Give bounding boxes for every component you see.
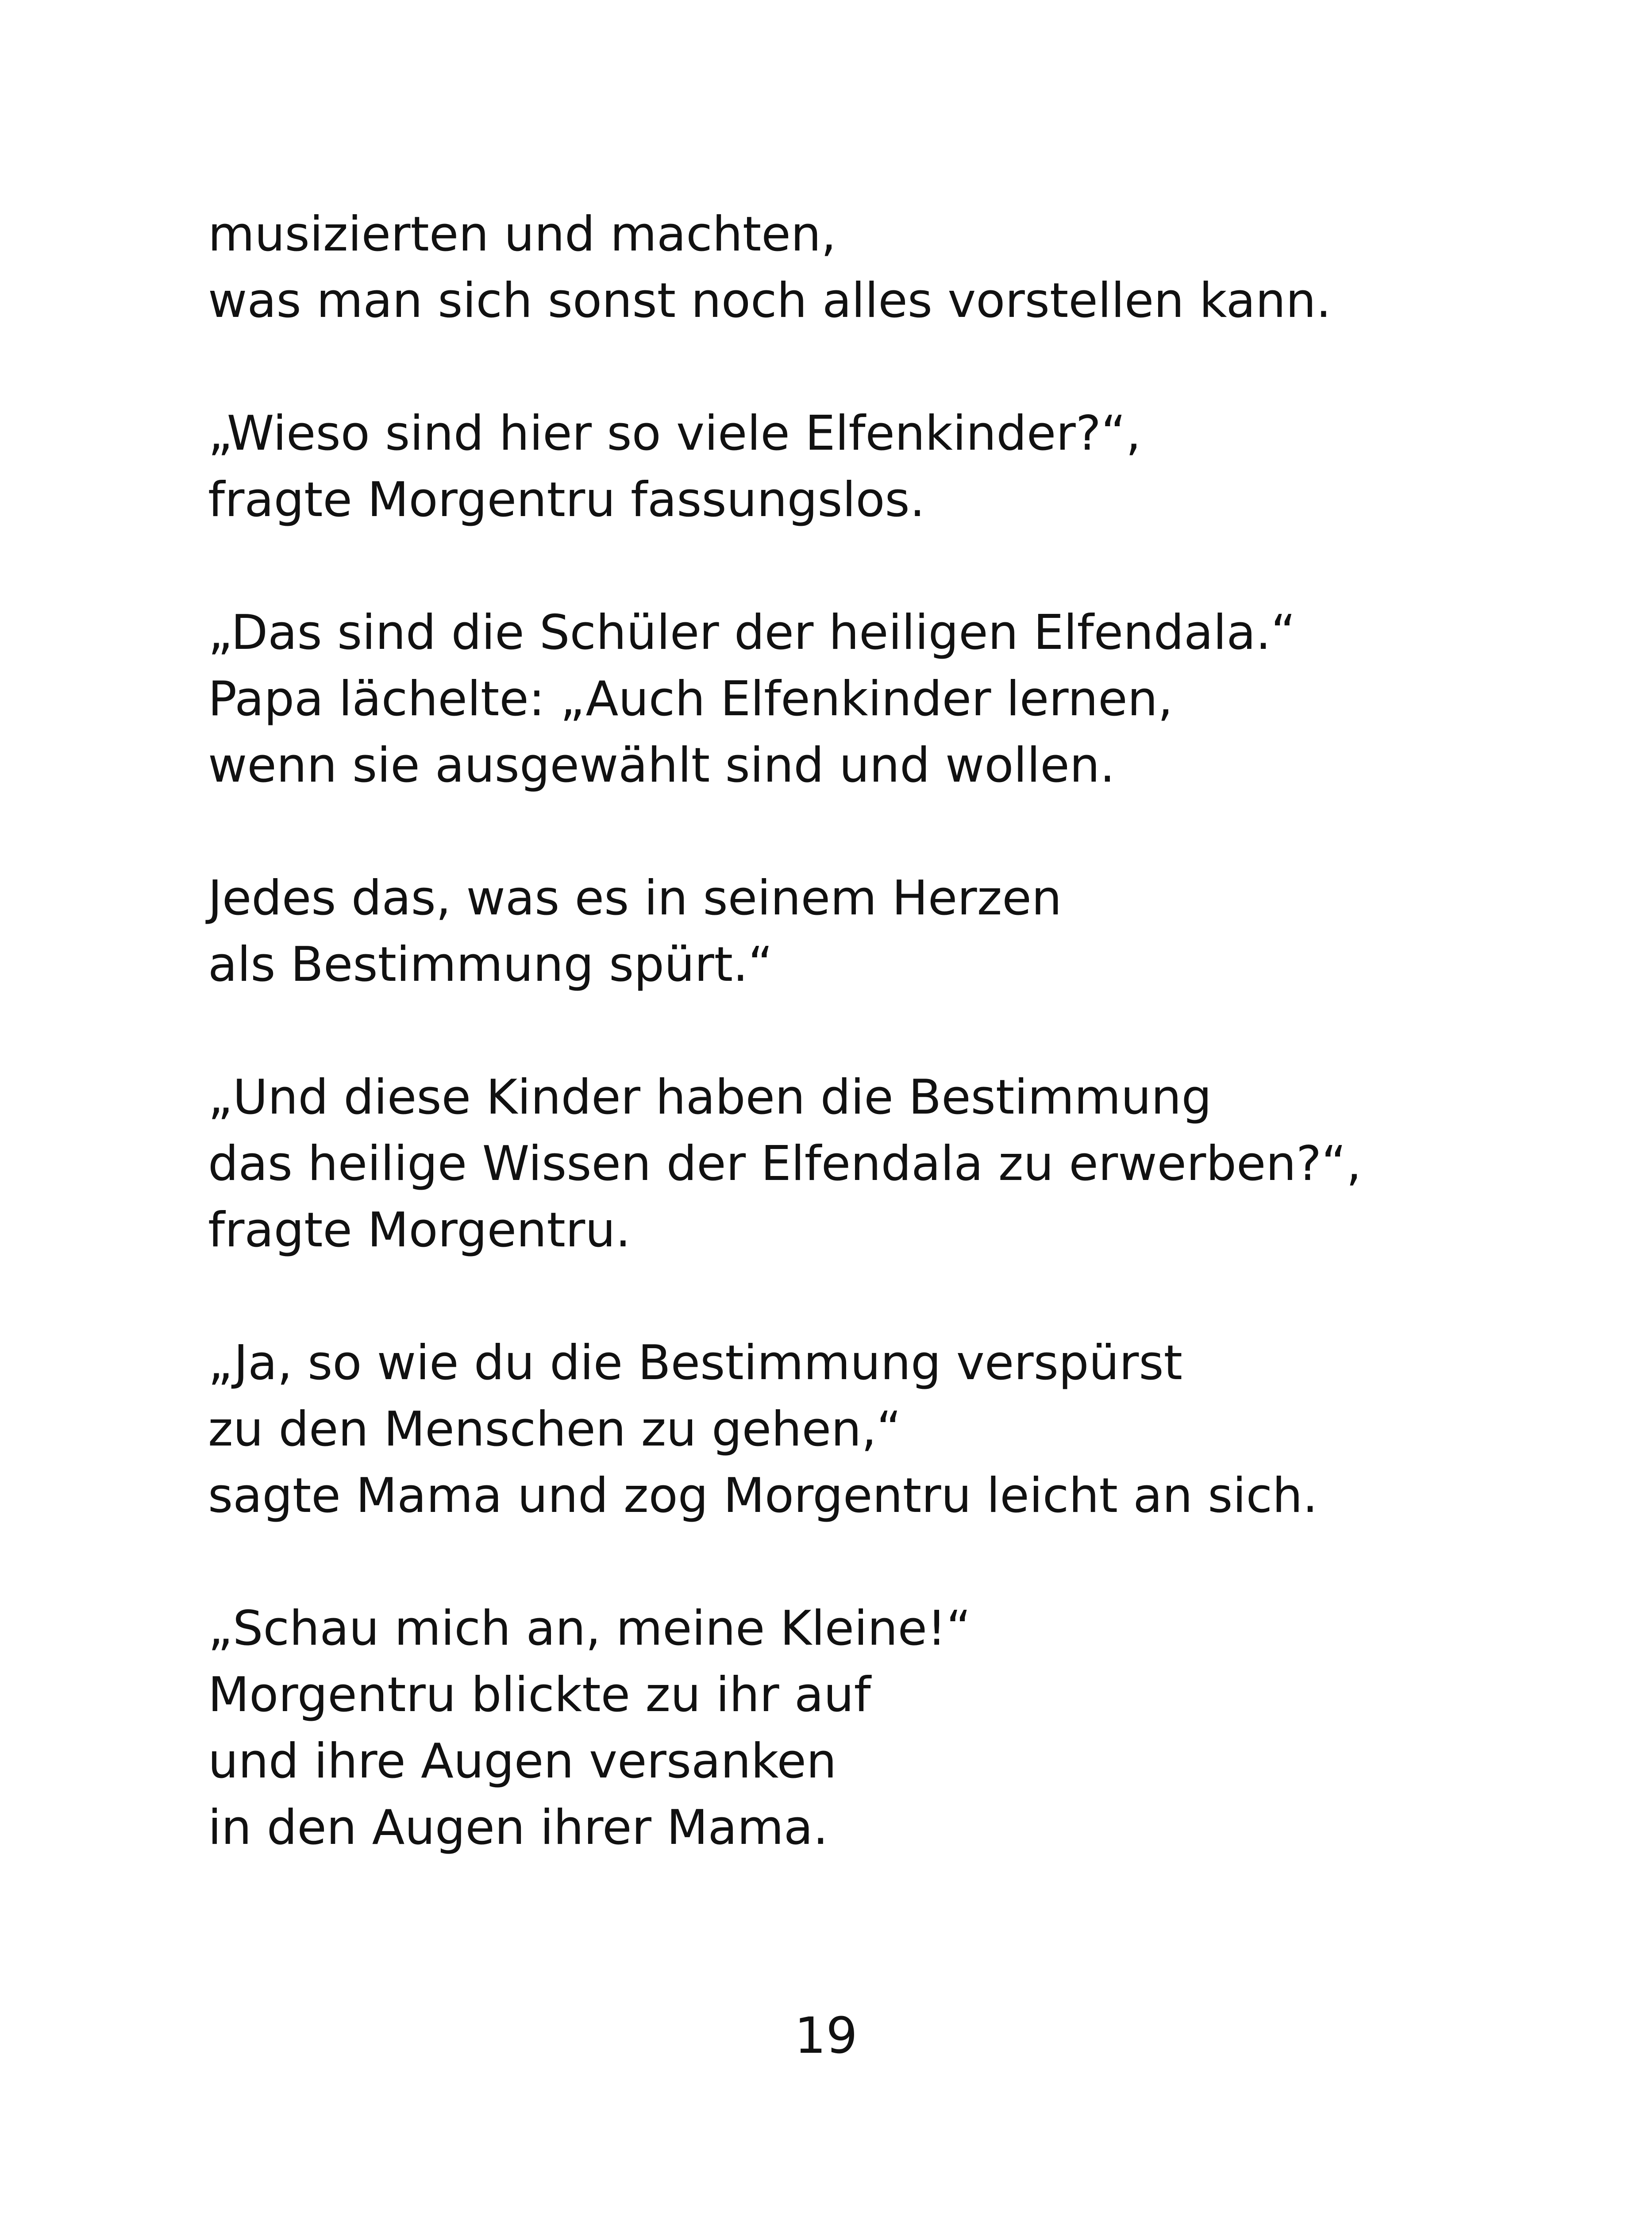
- stanza-6: [208, 1330, 1536, 1529]
- text-line: das heilige Wissen der Elfendala zu erwerben?“,: [208, 1136, 1362, 1191]
- text-line: in den Augen ihrer Mama.: [208, 1800, 828, 1855]
- stanza-4: [208, 865, 1536, 998]
- text-line: Morgentru blickte zu ihr auf: [208, 1667, 871, 1723]
- text-line: „Ja, so wie du die Bestimmung verspürst: [208, 1335, 1182, 1391]
- text-line: fragte Morgentru fassungslos.: [208, 472, 925, 528]
- stanza-3: [208, 600, 1536, 799]
- stanza-1: [208, 201, 1536, 334]
- text-line: „Und diese Kinder haben die Bestimmung: [208, 1070, 1212, 1125]
- text-line: zu den Menschen zu gehen,“: [208, 1402, 901, 1457]
- stanza-2: [208, 401, 1536, 533]
- text-line: als Bestimmung spürt.“: [208, 937, 773, 992]
- text-line: sagte Mama und zog Morgentru leicht an sich.: [208, 1468, 1318, 1523]
- text-line: musizierten und machten,: [208, 207, 836, 262]
- text-line: fragte Morgentru.: [208, 1203, 631, 1258]
- text-line: „Schau mich an, meine Kleine!“: [208, 1601, 971, 1656]
- text-line: was man sich sonst noch alles vorstellen kann.: [208, 273, 1332, 328]
- text-line: „Wieso sind hier so viele Elfenkinder?“,: [208, 406, 1141, 461]
- text-line: und ihre Augen versanken: [208, 1734, 837, 1789]
- text-line: Papa lächelte: „Auch Elfenkinder lernen,: [208, 671, 1173, 727]
- story-text: [208, 201, 1536, 1928]
- page-number: 19: [794, 2007, 858, 2065]
- text-line: „Das sind die Schüler der heiligen Elfendala.“: [208, 605, 1296, 660]
- stanza-5: [208, 1064, 1536, 1264]
- stanza-7: [208, 1596, 1536, 1861]
- text-line: wenn sie ausgewählt sind und wollen.: [208, 738, 1115, 793]
- text-line: Jedes das, was es in seinem Herzen: [208, 871, 1062, 926]
